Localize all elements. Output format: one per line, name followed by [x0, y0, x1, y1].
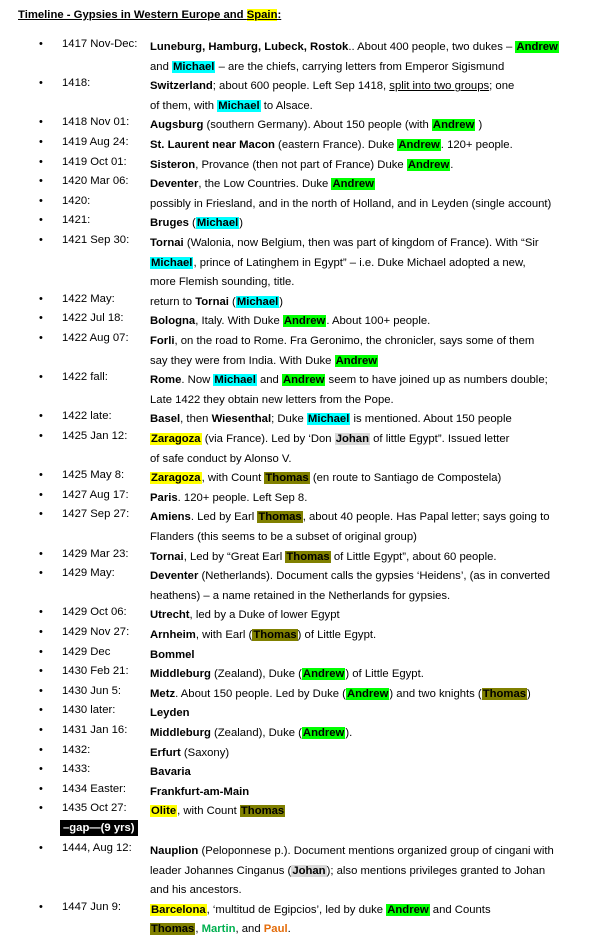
- highlighted-name: Thomas: [286, 550, 330, 563]
- text-segment: ,: [195, 923, 202, 936]
- bullet-icon: •: [39, 155, 43, 168]
- text-segment: (Zealand), Duke (: [210, 668, 302, 681]
- bullet-icon: •: [39, 665, 43, 678]
- bullet-icon: •: [39, 763, 43, 776]
- description-line: [150, 410, 605, 430]
- text-segment: (Netherlands). Document calls the gypsies ‘Heidens’, (as in converted: [198, 570, 550, 583]
- highlighted-name: Andrew: [516, 41, 558, 53]
- text-segment: of little Egypt”. Issued letter: [370, 433, 510, 445]
- text-segment: , then: [180, 413, 212, 426]
- entry-date: 1427 Aug 17:: [62, 488, 129, 501]
- text-segment: (southern Germany). About 150 people (with: [203, 119, 432, 132]
- entry-date: 1420 Mar 06:: [62, 175, 129, 188]
- description-line: [150, 606, 605, 626]
- text-segment: , with Earl (: [195, 629, 253, 641]
- highlighted-name: Andrew: [283, 315, 326, 328]
- text-segment: (eastern France). Duke: [274, 139, 398, 151]
- text-segment: (: [228, 295, 236, 308]
- description-line: [150, 489, 605, 509]
- bullet-icon: •: [39, 782, 43, 795]
- text-segment: .: [287, 923, 291, 936]
- place-name: Middleburg: [150, 668, 211, 681]
- bullet-icon: •: [39, 234, 43, 246]
- bullet-icon: •: [39, 214, 43, 227]
- description-line: [150, 763, 605, 783]
- entry-description: [150, 704, 605, 724]
- title-prefix: Timeline - Gypsies in Western Europe and: [18, 9, 247, 21]
- description-line: [150, 58, 605, 78]
- highlighted-name: Andrew: [407, 158, 450, 171]
- description-line: [150, 116, 605, 136]
- highlighted-name: Thomas: [258, 511, 302, 524]
- description-line: [150, 430, 605, 450]
- place-name: Deventer: [150, 178, 199, 191]
- place-name: Tornai: [150, 237, 184, 249]
- entry-description: [150, 332, 605, 371]
- text-segment: (en route to Santiago de Compostela): [309, 472, 502, 485]
- entry-date: 1431 Jan 16:: [62, 724, 128, 736]
- description-line: [150, 175, 605, 195]
- text-segment: , Led by “Great Earl: [183, 550, 286, 563]
- text-segment: . 120+ people.: [440, 139, 513, 151]
- highlighted-name: Thomas: [240, 805, 285, 818]
- entry-description: [150, 783, 605, 803]
- entry-description: [150, 626, 605, 646]
- bullet-icon: •: [39, 136, 43, 148]
- entry-date: 1427 Sep 27:: [62, 508, 130, 521]
- text-segment: to Alsace.: [260, 99, 313, 112]
- text-segment: (Zealand), Duke (: [210, 727, 302, 739]
- highlighted-name: Andrew: [332, 178, 374, 191]
- bullet-icon: •: [39, 547, 43, 560]
- bullet-icon: •: [39, 704, 43, 717]
- bullet-icon: •: [39, 802, 43, 815]
- place-name: Bommel: [150, 648, 195, 661]
- text-segment: ): [527, 687, 531, 700]
- bullet-icon: •: [39, 645, 43, 658]
- text-segment: ) of Little Egypt.: [297, 629, 377, 641]
- text-segment: Flanders (this seems to be a subset of original group): [150, 530, 417, 543]
- entry-description: [150, 234, 605, 293]
- description-line: [150, 234, 605, 254]
- entry-date: 1419 Oct 01:: [62, 155, 127, 168]
- bullet-icon: •: [39, 194, 43, 207]
- description-line: [150, 685, 605, 705]
- text-segment: of Little Egypt”, about 60 people.: [330, 550, 497, 563]
- text-segment: , with Count: [201, 472, 265, 485]
- entry-description: [150, 371, 605, 410]
- description-line: [150, 156, 605, 176]
- text-segment: , led by a Duke of lower Egypt: [189, 609, 340, 622]
- entry-date: 1430 Feb 21:: [62, 665, 129, 678]
- description-line: [150, 665, 605, 685]
- highlighted-name: Zaragoza: [151, 433, 201, 445]
- description-line: [150, 901, 605, 921]
- text-segment: of them, with: [150, 99, 218, 112]
- text-segment: of safe conduct by Alonso V.: [150, 452, 292, 465]
- entry-description: [150, 116, 605, 136]
- text-segment: . Led by Earl: [190, 511, 258, 524]
- highlighted-name: Michael: [151, 256, 193, 269]
- entry-date: 1432:: [62, 743, 91, 756]
- description-line: [150, 508, 605, 528]
- text-segment: and his ancestors.: [150, 884, 242, 897]
- description-line: [150, 802, 605, 822]
- text-segment: split into two groups: [389, 80, 490, 93]
- place-name: Basel: [150, 413, 181, 426]
- text-segment: heathens) – a name retained in the Netherlands for gypsies.: [150, 589, 451, 602]
- entry-date: 1419 Aug 24:: [62, 136, 129, 148]
- entry-description: [150, 77, 605, 116]
- entry-description: [150, 410, 605, 430]
- text-segment: (: [188, 217, 196, 230]
- text-segment: . 120+ people. Left Sep 8.: [177, 491, 308, 504]
- highlighted-name: Thomas: [482, 687, 527, 700]
- place-name: Rome: [150, 374, 182, 387]
- place-name: Bavaria: [150, 766, 191, 779]
- entry-description: [150, 802, 605, 822]
- text-segment: , prince of Latinghem in Egypt” – i.e. Duke Michael adopted a new,: [193, 256, 526, 269]
- entry-date: 1429 Oct 06:: [62, 606, 127, 619]
- highlighted-name: Johan: [292, 864, 326, 877]
- entry-date: 1421 Sep 30:: [62, 234, 130, 246]
- entry-description: [150, 136, 605, 156]
- highlighted-name: Andrew: [302, 727, 345, 739]
- place-name: Augsburg: [150, 119, 204, 132]
- text-segment: . About 150 people. Led by Duke (: [175, 687, 346, 700]
- entry-date: 1425 Jan 12:: [62, 430, 128, 442]
- description-line: [150, 783, 605, 803]
- entry-date: 1447 Jun 9:: [62, 900, 122, 913]
- place-name: Middleburg: [150, 727, 211, 739]
- highlighted-name: Andrew: [398, 139, 440, 151]
- text-segment: ; Duke: [271, 413, 307, 426]
- text-segment: . Now: [181, 374, 214, 387]
- text-segment: , Italy. With Duke: [195, 315, 283, 328]
- place-name: Tornai: [150, 550, 184, 563]
- highlighted-name: Michael: [173, 60, 215, 73]
- entry-date: 1429 Mar 23:: [62, 547, 129, 560]
- text-segment: is mentioned. About 150 people: [350, 413, 512, 426]
- entry-date: 1422 late:: [62, 410, 112, 423]
- highlighted-name: Andrew: [346, 687, 389, 700]
- highlighted-name: Michael: [196, 217, 239, 230]
- text-segment: , about 40 people. Has Papal letter; says going to: [302, 511, 550, 524]
- entry-description: [150, 744, 605, 764]
- place-name: Utrecht: [150, 609, 190, 622]
- highlighted-name: Michael: [236, 295, 279, 308]
- text-segment: and Counts: [429, 903, 491, 916]
- highlighted-name: Andrew: [432, 119, 475, 132]
- entry-description: [150, 685, 605, 705]
- entry-date: 1418:: [62, 77, 91, 90]
- place-name: Switzerland: [150, 80, 213, 93]
- entry-date: 1435 Oct 27:: [62, 802, 127, 815]
- place-name: Arnheim: [150, 629, 196, 641]
- description-line: [150, 352, 605, 372]
- text-segment: , ‘multitud de Egipcios’, led by duke: [206, 903, 387, 916]
- entry-description: [150, 901, 605, 940]
- text-segment: ) and two knights (: [389, 687, 482, 700]
- highlighted-name: Barcelona: [151, 903, 206, 916]
- place-name: Forli: [150, 335, 175, 347]
- description-line: [150, 450, 605, 470]
- text-segment: (Walonia, now Belgium, then was part of kingdom of France). With “Sir: [183, 237, 539, 249]
- bullet-icon: •: [39, 743, 43, 756]
- highlighted-name: Olite: [151, 805, 177, 818]
- title-highlight-spain: Spain: [246, 9, 278, 21]
- description-line: [150, 371, 605, 391]
- text-segment: ).: [345, 727, 353, 739]
- place-name: Wiesenthal: [211, 413, 272, 426]
- place-name: Bruges: [150, 217, 189, 230]
- text-segment: and: [256, 374, 282, 387]
- bullet-icon: •: [39, 724, 43, 736]
- description-line: [150, 842, 605, 862]
- bullet-icon: •: [39, 567, 43, 580]
- entry-date: 1430 later:: [62, 704, 116, 717]
- description-line: [150, 136, 605, 156]
- entry-date: 1421:: [62, 214, 91, 227]
- entry-description: [150, 469, 605, 489]
- highlighted-name: Andrew: [335, 354, 378, 367]
- highlighted-name: Thomas: [265, 472, 309, 485]
- text-segment: possibly in Friesland, and in the north of Holland, and in Leyden (single account): [150, 197, 552, 210]
- entry-description: [150, 763, 605, 783]
- text-segment: and: [150, 60, 172, 73]
- bullet-icon: •: [39, 900, 43, 913]
- entry-description: [150, 724, 605, 744]
- text-segment: (Saxony): [180, 746, 230, 759]
- colored-name: Paul: [263, 923, 288, 936]
- text-segment: . About 100+ people.: [326, 315, 431, 328]
- description-line: [150, 920, 605, 940]
- entry-date: 1429 Dec: [62, 645, 111, 658]
- description-line: [150, 626, 605, 646]
- colored-name: Martin: [201, 923, 236, 936]
- text-segment: ; one: [489, 80, 515, 93]
- entry-date: 1429 May:: [62, 567, 115, 580]
- bullet-icon: •: [39, 469, 43, 482]
- description-line: [150, 38, 605, 58]
- place-name: Amiens: [150, 511, 191, 524]
- entry-date: 1425 May 8:: [62, 469, 125, 482]
- highlighted-name: Andrew: [302, 668, 345, 681]
- text-segment: leader Johannes Cinganus (: [150, 864, 292, 877]
- place-name: Deventer: [150, 570, 199, 583]
- bullet-icon: •: [39, 684, 43, 697]
- text-segment: ; about 600 people. Left Sep 1418,: [212, 80, 390, 93]
- place-name: Leyden: [150, 707, 190, 720]
- bullet-icon: •: [39, 175, 43, 188]
- place-name: Luneburg, Hamburg, Lubeck, Rostok: [150, 41, 349, 53]
- entry-date: 1429 Nov 27:: [62, 626, 130, 638]
- text-segment: ): [239, 217, 244, 230]
- place-name: Erfurt: [150, 746, 181, 759]
- entry-date: 1422 May:: [62, 292, 115, 305]
- entry-date: 1418 Nov 01:: [62, 116, 130, 129]
- description-line: [150, 567, 605, 587]
- description-line: [150, 195, 605, 215]
- highlighted-name: Andrew: [282, 374, 325, 387]
- entry-date: 1444, Aug 12:: [62, 842, 132, 854]
- place-name: St. Laurent near Macon: [150, 139, 275, 151]
- bullet-icon: •: [39, 488, 43, 501]
- entry-description: [150, 38, 605, 77]
- description-line: [150, 77, 605, 97]
- highlighted-name: Michael: [214, 374, 256, 387]
- text-segment: , with Count: [177, 805, 240, 818]
- bullet-icon: •: [39, 842, 43, 854]
- entry-description: [150, 842, 605, 901]
- text-segment: , and: [235, 923, 264, 936]
- text-segment: .. About 400 people, two dukes –: [348, 41, 516, 53]
- entry-date: 1422 Jul 18:: [62, 312, 124, 325]
- entry-description: [150, 430, 605, 469]
- bullet-icon: •: [39, 606, 43, 619]
- description-line: [150, 704, 605, 724]
- highlighted-name: Zaragoza: [151, 472, 201, 485]
- description-line: [150, 293, 605, 313]
- bullet-icon: •: [39, 38, 43, 50]
- bullet-icon: •: [39, 508, 43, 521]
- entry-description: [150, 508, 605, 547]
- place-name: Paris: [150, 491, 178, 504]
- entry-description: [150, 195, 605, 215]
- highlighted-name: Thomas: [253, 629, 297, 641]
- text-segment: say they were from India. With Duke: [150, 354, 335, 367]
- text-segment: , Provance (then not part of France) Duke: [195, 158, 407, 171]
- text-segment: , on the road to Rome. Fra Geronimo, the chronicler, says some of them: [174, 335, 535, 347]
- place-name: Nauplion: [150, 845, 199, 857]
- description-line: [150, 646, 605, 666]
- bullet-icon: •: [39, 371, 43, 384]
- text-segment: more Flemish sounding, title.: [150, 276, 295, 289]
- entry-date: 1417 Nov-Dec:: [62, 38, 138, 50]
- description-line: [150, 744, 605, 764]
- description-line: [150, 391, 605, 411]
- place-name: Metz: [150, 687, 176, 700]
- text-segment: ) of Little Egypt.: [345, 668, 424, 681]
- entry-description: [150, 293, 605, 313]
- description-line: [150, 254, 605, 274]
- description-line: [150, 548, 605, 568]
- place-name: Bologna: [150, 315, 196, 328]
- entry-date: 1422 fall:: [62, 371, 108, 384]
- entry-date: 1420:: [62, 194, 91, 207]
- highlighted-name: Andrew: [387, 903, 429, 916]
- title-suffix: :: [277, 9, 282, 21]
- gap-marker: –gap—(9 yrs): [60, 820, 138, 836]
- entry-description: [150, 489, 605, 509]
- description-line: [150, 214, 605, 234]
- entry-description: [150, 646, 605, 666]
- text-segment: , the Low Countries. Duke: [198, 178, 332, 191]
- text-segment: return to: [150, 295, 196, 308]
- bullet-icon: •: [39, 77, 43, 90]
- highlighted-name: Johan: [335, 433, 369, 445]
- bullet-icon: •: [39, 430, 43, 442]
- page-title: [18, 9, 281, 21]
- text-segment: ): [279, 295, 284, 308]
- text-segment: ); also mentions privileges granted to Johan: [326, 864, 546, 877]
- entry-description: [150, 156, 605, 176]
- entry-date: 1433:: [62, 763, 91, 776]
- text-segment: Late 1422 they obtain new letters from the Pope.: [150, 393, 394, 406]
- bullet-icon: •: [39, 332, 43, 344]
- place-name: Frankfurt-am-Main: [150, 785, 250, 798]
- description-line: [150, 332, 605, 352]
- place-name: Sisteron: [150, 158, 196, 171]
- description-line: [150, 469, 605, 489]
- text-segment: – are the chiefs, carrying letters from Emperor Sigismund: [215, 60, 505, 73]
- entry-description: [150, 567, 605, 606]
- entry-date: 1434 Easter:: [62, 782, 127, 795]
- highlighted-name: Michael: [307, 413, 350, 426]
- place-name: Tornai: [195, 295, 229, 308]
- text-segment: (Peloponnese p.). Document mentions organized group of cingani with: [198, 845, 554, 857]
- text-segment: ): [475, 119, 483, 132]
- description-line: [150, 312, 605, 332]
- entry-description: [150, 665, 605, 685]
- entry-date: 1422 Aug 07:: [62, 332, 129, 344]
- bullet-icon: •: [39, 312, 43, 325]
- entry-description: [150, 548, 605, 568]
- entry-description: [150, 175, 605, 195]
- bullet-icon: •: [39, 410, 43, 423]
- bullet-icon: •: [39, 292, 43, 305]
- text-segment: (via France). Led by ‘Don: [201, 433, 335, 445]
- highlighted-name: Thomas: [151, 923, 195, 936]
- description-line: [150, 724, 605, 744]
- description-line: [150, 587, 605, 607]
- description-line: [150, 862, 605, 882]
- highlighted-name: Michael: [218, 99, 260, 112]
- bullet-icon: •: [39, 626, 43, 638]
- text-segment: .: [450, 158, 454, 171]
- entry-date: 1430 Jun 5:: [62, 684, 122, 697]
- entry-description: [150, 606, 605, 626]
- entry-description: [150, 312, 605, 332]
- description-line: [150, 881, 605, 901]
- description-line: [150, 97, 605, 117]
- description-line: [150, 273, 605, 293]
- entry-description: [150, 214, 605, 234]
- description-line: [150, 528, 605, 548]
- bullet-icon: •: [39, 116, 43, 129]
- text-segment: seem to have joined up as numbers double;: [325, 374, 548, 387]
